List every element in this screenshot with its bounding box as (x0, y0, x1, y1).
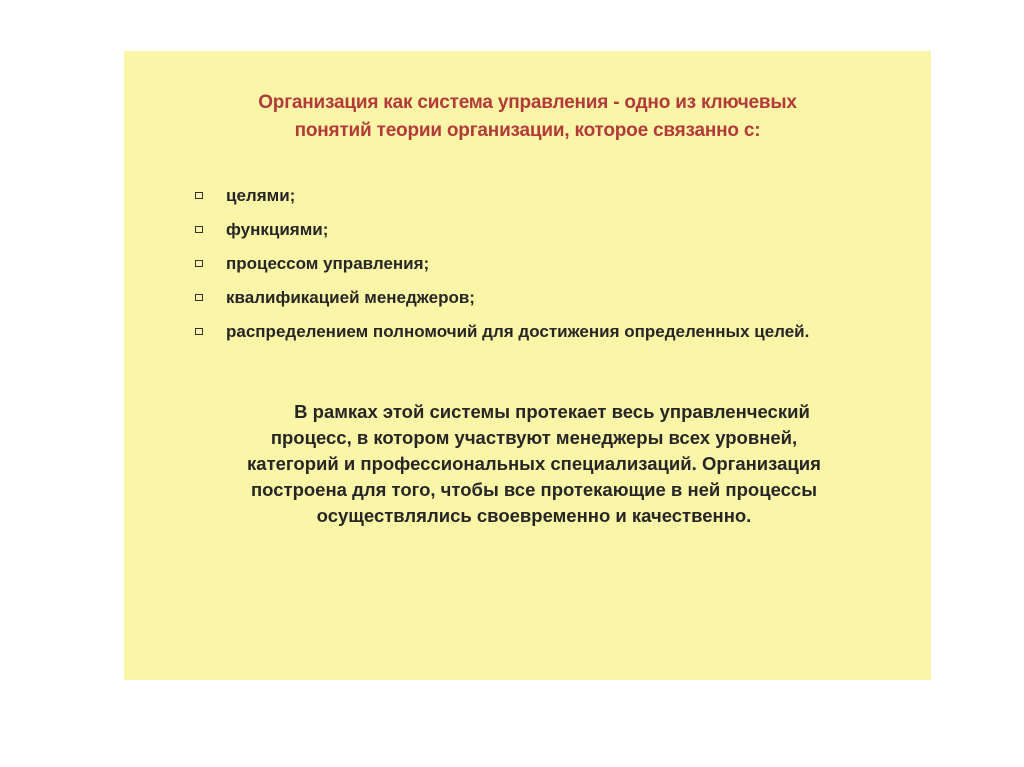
title-line: Организация как система управления - одно из ключевых (258, 92, 797, 113)
paragraph-line: процесс, в котором участвуют менеджеры всех уровней, (270, 427, 798, 448)
square-bullet-icon (195, 226, 203, 233)
square-bullet-icon (195, 328, 203, 335)
paragraph-line: построена для того, чтобы все протекающие в ней процессы (251, 479, 817, 500)
bullet-item (186, 252, 906, 276)
slide (124, 51, 931, 680)
bullet-item (186, 184, 906, 208)
bullet-item (186, 286, 906, 310)
bullet-text: целями; (226, 186, 296, 205)
bullet-list (186, 184, 906, 354)
bullet-text: функциями; (226, 220, 329, 239)
square-bullet-icon (195, 260, 203, 267)
title-line: понятий теории организации, которое связанно с: (294, 120, 761, 141)
paragraph-line: категорий и профессиональных специализаций. Организация (247, 453, 821, 474)
bullet-text: процессом управления; (226, 254, 430, 273)
slide-title (124, 89, 931, 145)
square-bullet-icon (195, 294, 203, 301)
paragraph-line: В рамках этой системы протекает весь управленческий (294, 401, 810, 422)
bullet-text: квалификацией менеджеров; (226, 288, 475, 307)
square-bullet-icon (195, 192, 203, 199)
bullet-item (186, 320, 892, 344)
bullet-text: распределением полномочий для достижения определенных целей. (226, 322, 810, 341)
body-paragraph (164, 399, 904, 529)
paragraph-line: осуществлялись своевременно и качественно. (316, 505, 752, 526)
bullet-item (186, 218, 906, 242)
